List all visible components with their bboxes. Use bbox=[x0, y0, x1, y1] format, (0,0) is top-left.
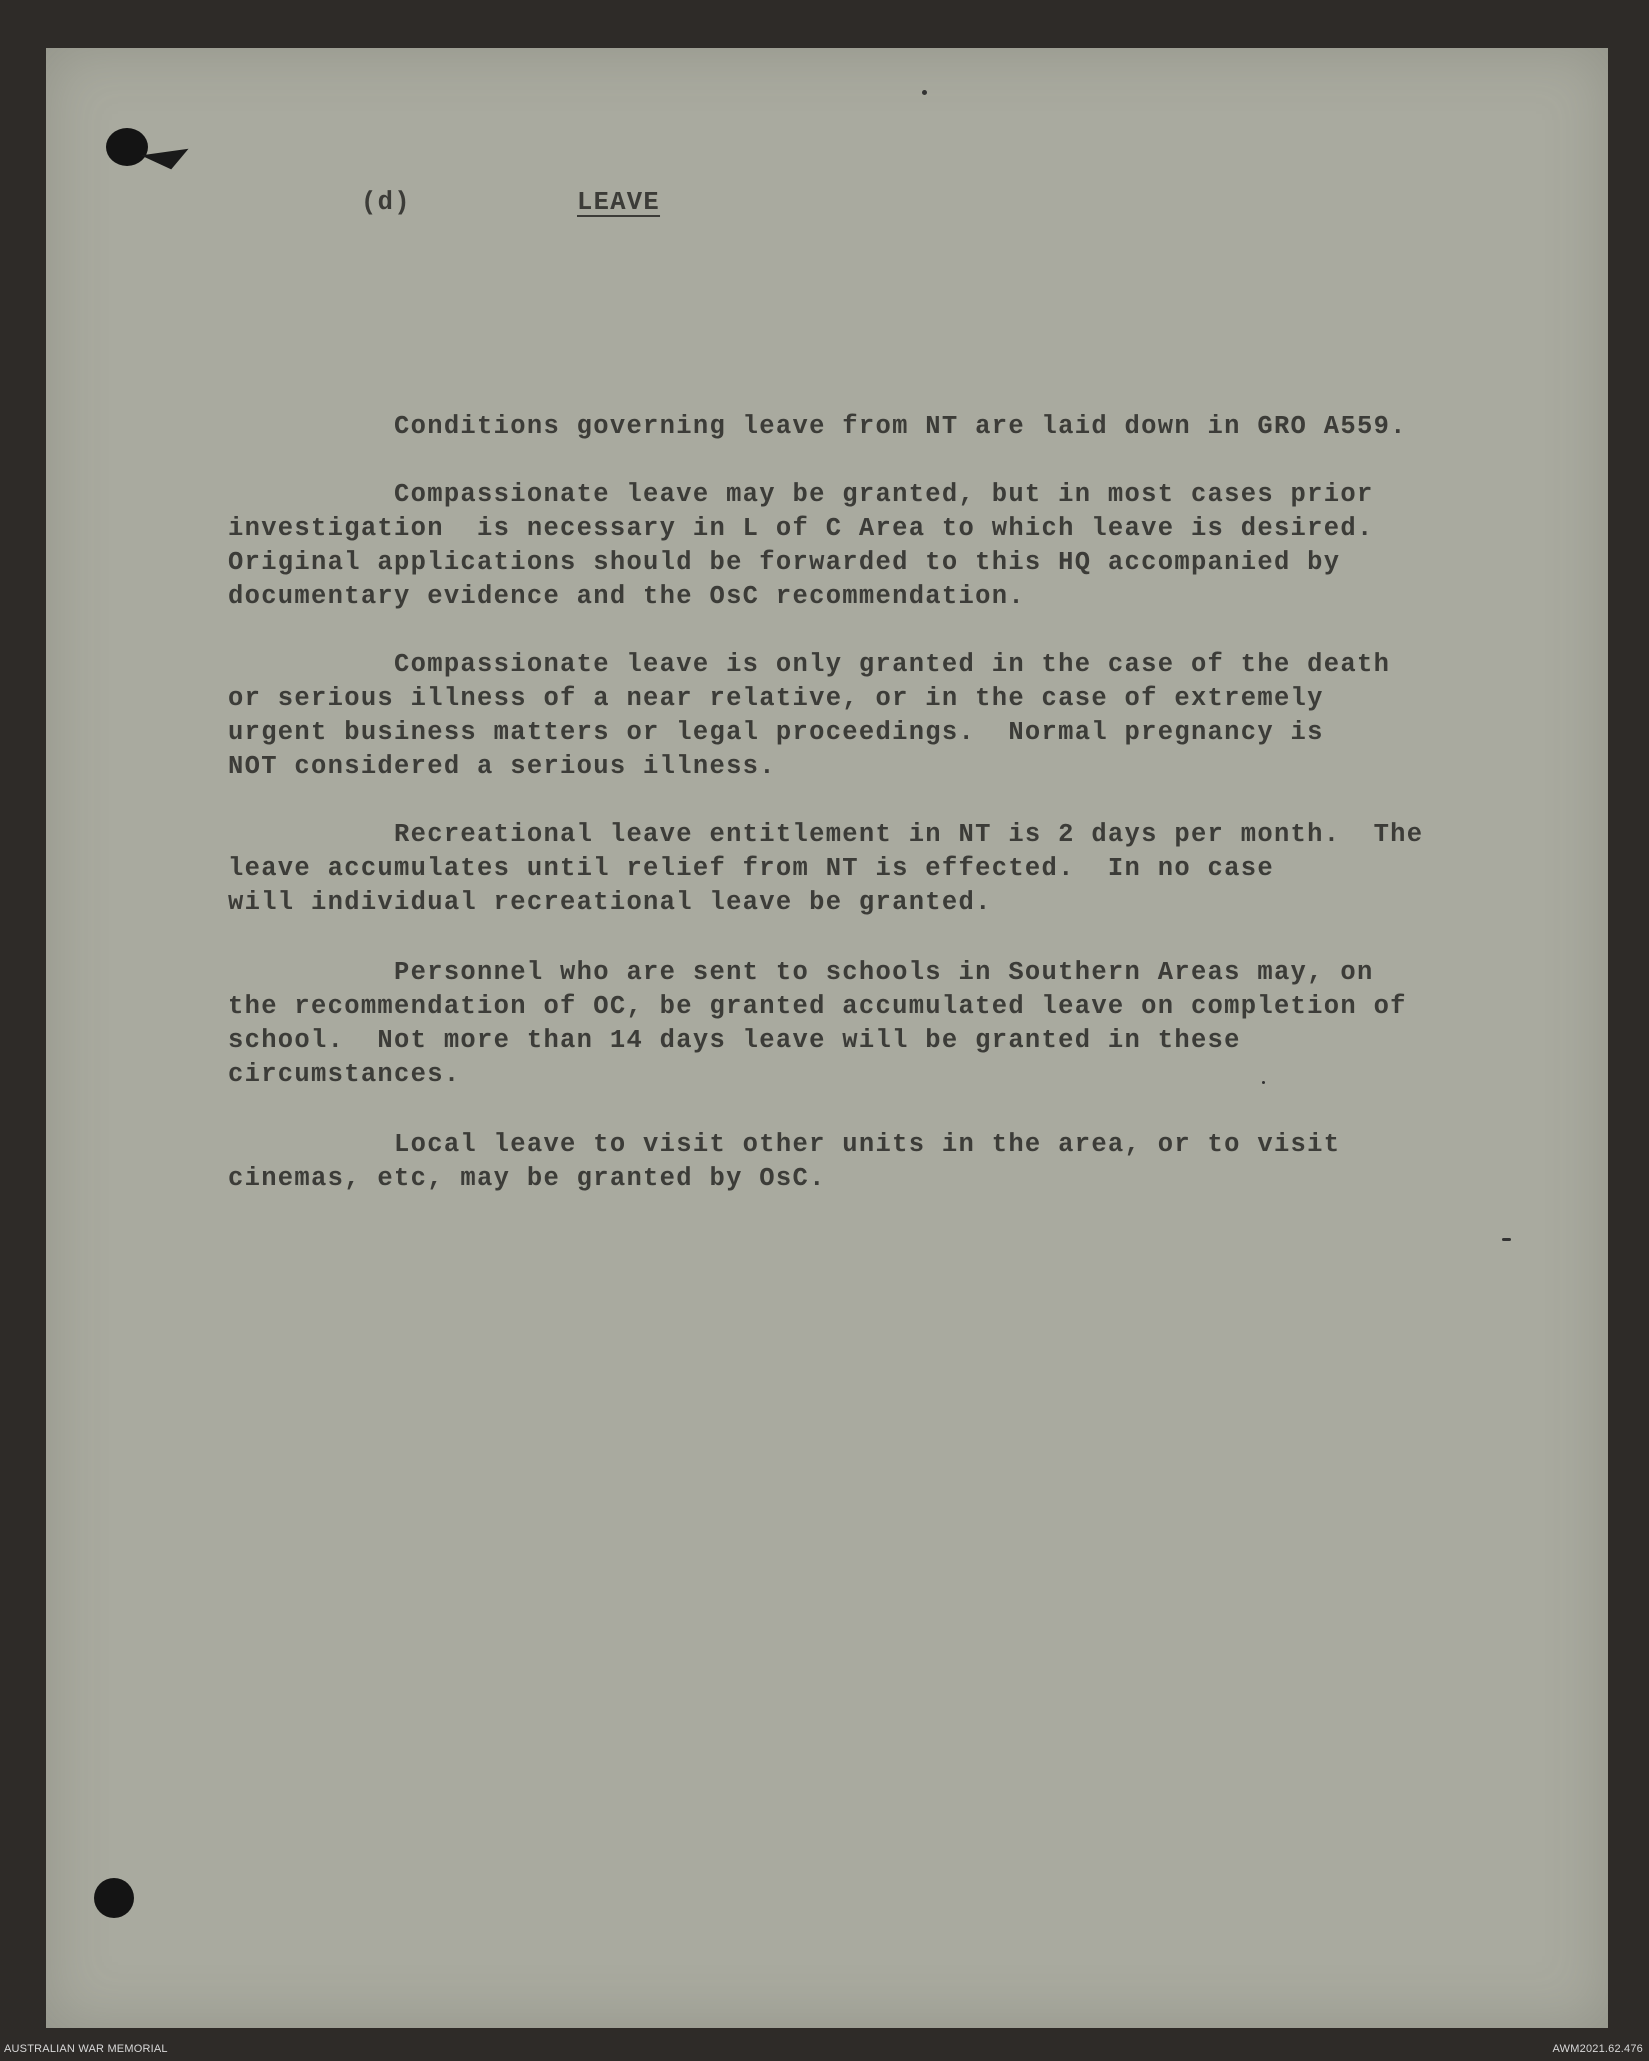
section-title: LEAVE bbox=[577, 188, 661, 217]
punch-hole-bottom bbox=[94, 1878, 134, 1918]
paper-speck bbox=[1502, 1238, 1511, 1241]
paragraph-local-leave: Local leave to visit other units in the area, or to visit cinemas, etc, may be granted by OsC. bbox=[228, 1130, 1341, 1193]
paragraph-conditions: Conditions governing leave from NT are laid down in GRO A559. bbox=[228, 412, 1407, 441]
paragraph-recreational-leave: Recreational leave entitlement in NT is 2 days per month. The leave accumulates until relief from NT is effected. In no case will individual recreational leave be granted. bbox=[228, 820, 1424, 917]
paragraph-compassionate-leave-criteria: Compassionate leave is only granted in the case of the death or serious illness of a near relative, or in the case of extremely urgent business matters or legal proceedings. Normal pregnancy is NOT considered a serious illness. bbox=[228, 650, 1391, 781]
paragraph-schools-leave: Personnel who are sent to schools in Southern Areas may, on the recommendation of OC, be granted accumulated leave on completion of school. Not more than 14 days leave will be granted in these circumstances. bbox=[228, 958, 1407, 1089]
paragraph-compassionate-leave-granted: Compassionate leave may be granted, but in most cases prior investigation is necessary in L of C Area to which leave is desired. Original applications should be forwarded to this HQ accompanied by documentary evidence and the OsC recommendation. bbox=[228, 480, 1374, 611]
torn-paper-mark bbox=[141, 149, 191, 174]
section-heading bbox=[361, 186, 660, 220]
footer-credit: AUSTRALIAN WAR MEMORIAL bbox=[4, 2043, 168, 2055]
footer-accession-number: AWM2021.62.476 bbox=[1552, 2043, 1643, 2055]
section-marker: (d) bbox=[361, 188, 411, 217]
paper-speck bbox=[922, 90, 927, 95]
